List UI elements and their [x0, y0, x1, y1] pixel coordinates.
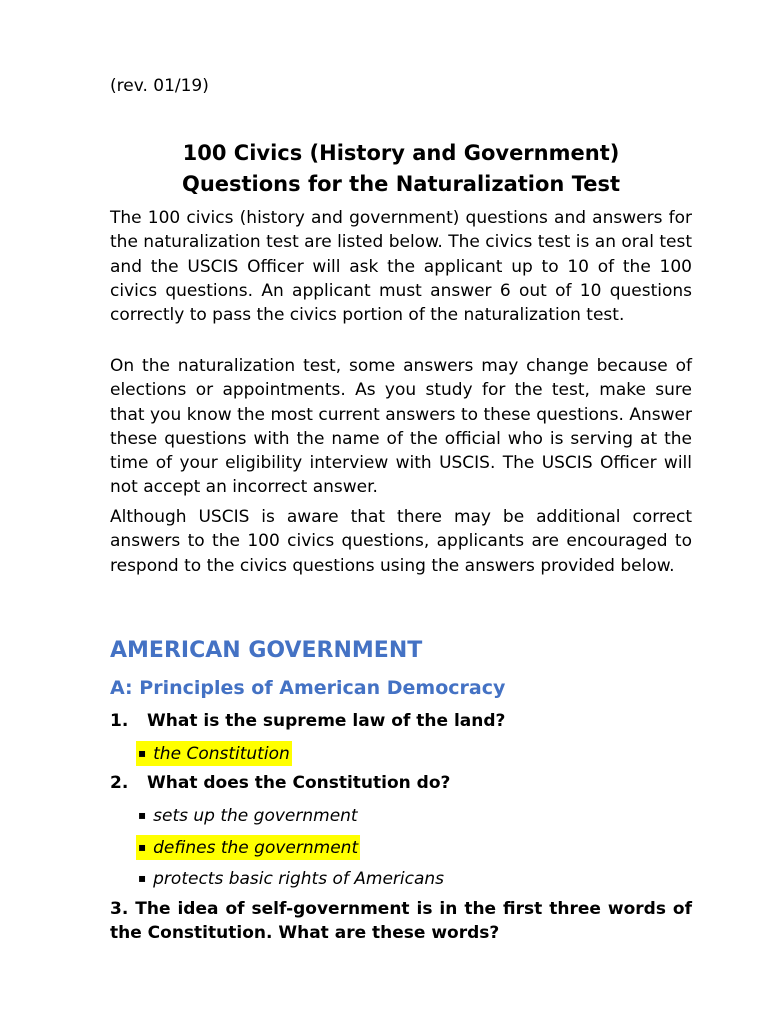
intro-paragraph-3: Although USCIS is aware that there may be additional correct answers to the 100 civics questions, applicants are encouraged to respond to the civics questions using the answers provided below. — [110, 507, 692, 576]
title-line-1: 100 Civics (History and Government) — [182, 141, 620, 165]
question-1 — [110, 709, 692, 733]
answer-text: sets up the government — [153, 806, 358, 826]
revision-label: (rev. 01/19) — [110, 76, 209, 96]
answer-text: defines the government — [153, 838, 359, 858]
question-text: The idea of self-government is in the first three words of the Constitution. What are these words? — [110, 899, 693, 944]
bullet-icon: ▪ — [138, 746, 147, 760]
question-number: 3. — [110, 899, 129, 919]
bullet-icon: ▪ — [138, 840, 147, 854]
answer-text: the Constitution — [153, 744, 290, 764]
answer-item-highlighted — [136, 835, 360, 860]
question-text: What does the Constitution do? — [147, 773, 451, 793]
question-2 — [110, 771, 692, 795]
intro-paragraph-2: On the naturalization test, some answers may change because of elections or appointments. As you study for the test, make sure that you know the most current answers to these questions. Answer these questions with the name of the official who is serving at the time of your eligibility interview with USCIS. The USCIS Officer will not accept an incorrect answer. — [110, 356, 692, 498]
question-3 — [110, 897, 692, 946]
section-heading: AMERICAN GOVERNMENT — [110, 638, 423, 663]
question-text: What is the supreme law of the land? — [147, 711, 506, 731]
section-subheading: A: Principles of American Democracy — [110, 677, 506, 699]
answer-text: protects basic rights of Americans — [153, 869, 445, 889]
bullet-icon: ▪ — [138, 808, 147, 822]
answer-item — [136, 803, 360, 828]
answer-item — [136, 866, 446, 891]
document-title — [110, 138, 692, 200]
question-number: 2. — [110, 773, 129, 793]
question-number: 1. — [110, 711, 129, 731]
title-line-2: Questions for the Naturalization Test — [181, 172, 621, 196]
answer-item-highlighted — [136, 741, 292, 766]
bullet-icon: ▪ — [138, 871, 147, 885]
intro-paragraph-1: The 100 civics (history and government) questions and answers for the naturalization test are listed below. The civics test is an oral test and the USCIS Officer will ask the applicant up to 10 of the 100 civics questions. An applicant must answer 6 out of 10 questions correctly to pass the civics portion of the naturalization test. — [110, 208, 692, 326]
